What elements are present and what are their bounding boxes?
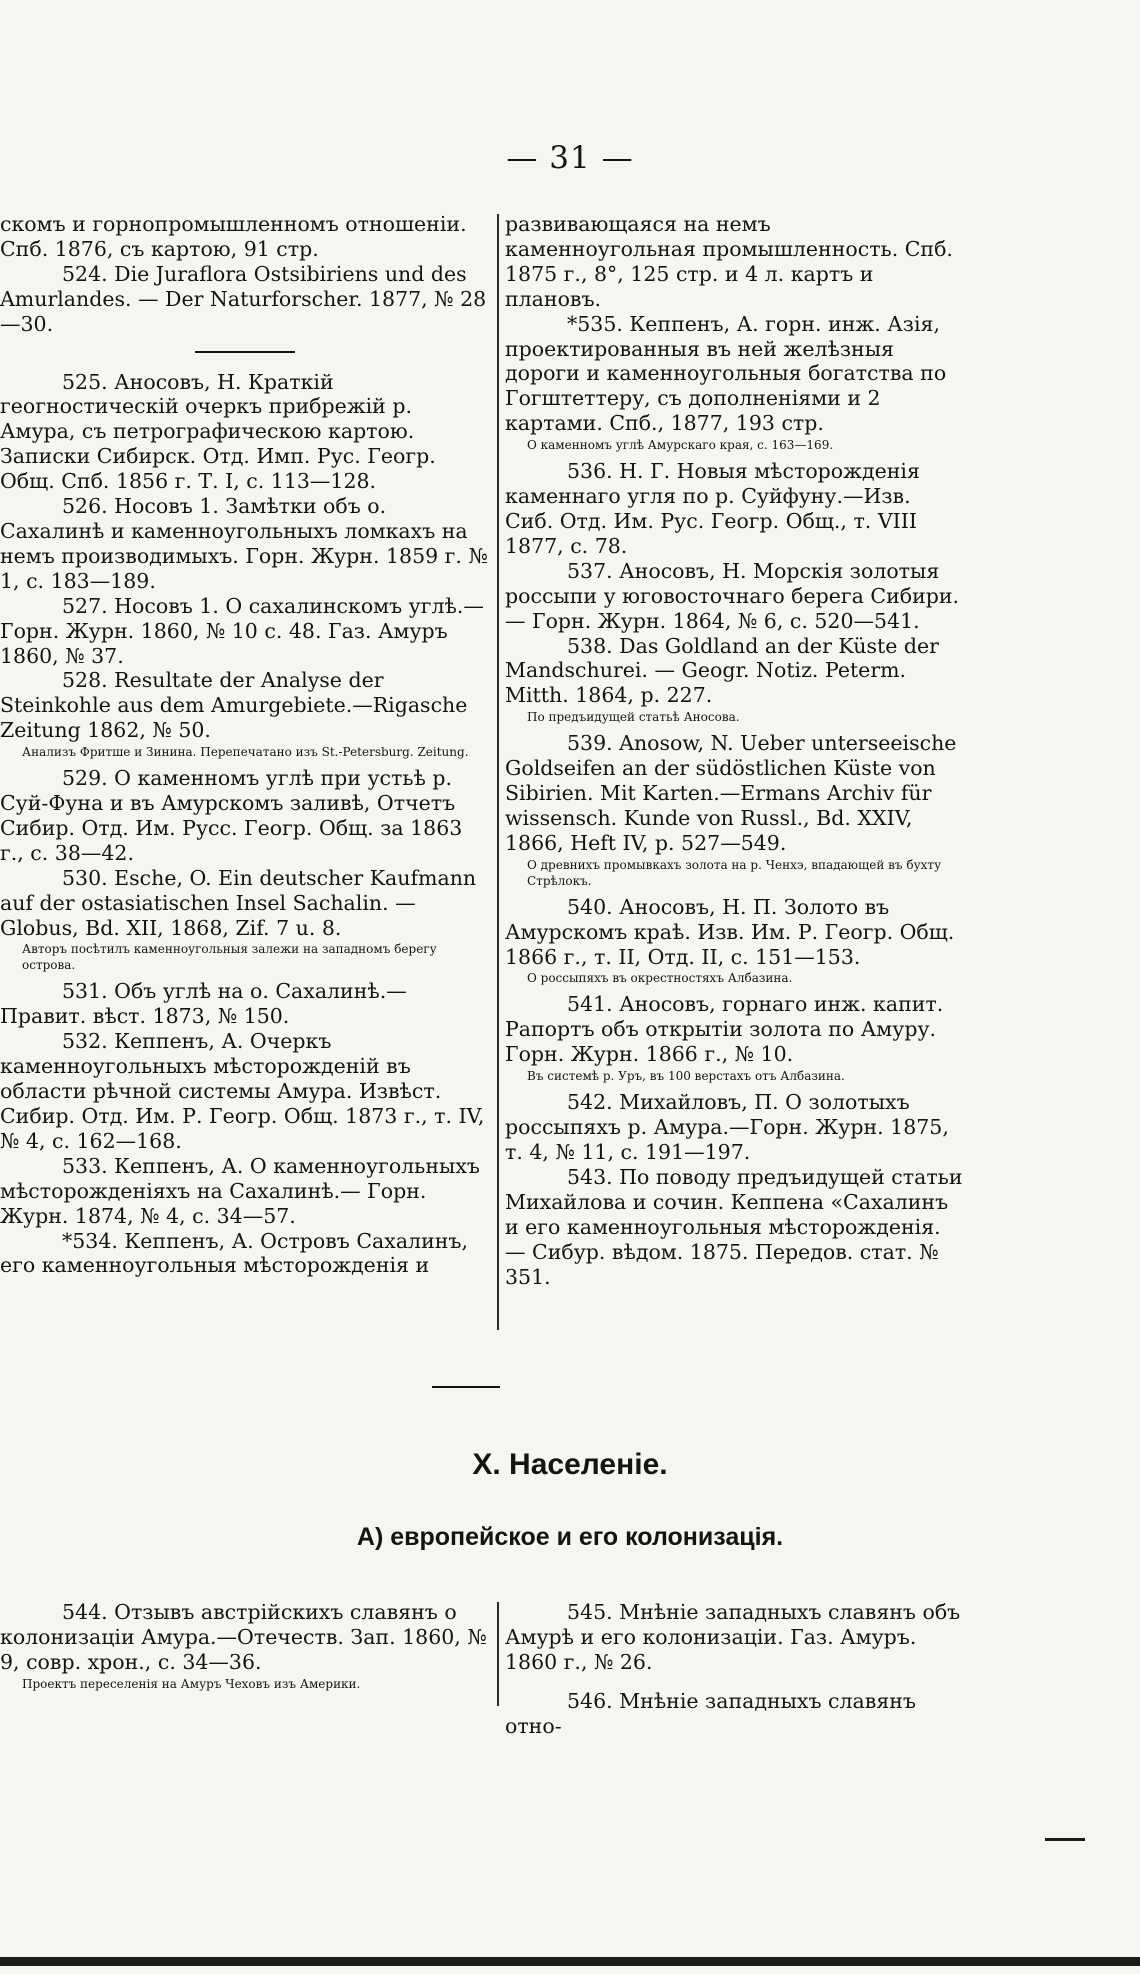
- entry-540: 540. Аносовъ, Н. П. Золото въ Амурскомъ краѣ. Изв. Им. Р. Геогр. Общ. 1866 г., т. II, Отд. II, с. 151—153.: [505, 894, 955, 969]
- entry-530: 530. Esche, O. Ein deutscher Kaufmann auf der ostasiatischen Insel Sachalin. — Globus, Bd. XII, 1868, Zif. 7 u. 8.: [0, 865, 477, 940]
- entry-530-note: Авторъ посѣтилъ каменноугольныя залежи на западномъ берегу острова.: [22, 942, 437, 973]
- entry-535-note: О каменномъ углѣ Амурскаго края, с. 163—169.: [527, 438, 834, 453]
- entry-533: 533. Кеппенъ, А. О каменноугольныхъ мѣсторожденіяхъ на Сахалинѣ.— Горн. Журн. 1874, № 4, с. 34—57.: [0, 1153, 480, 1228]
- page-number: — 31 —: [506, 140, 634, 176]
- entry-534-tail: развивающаяся на немъ каменноугольная промышленность. Спб. 1875 г., 8°, 125 стр. и 4 л. картъ и плановъ.: [505, 212, 953, 311]
- entry-523-tail: скомъ и горнопромышленномъ отношеніи. Спб. 1876, съ картою, 91 стр.: [0, 212, 467, 261]
- entry-538-note: По предъидущей статьѣ Аносова.: [527, 710, 740, 725]
- entry-524: 524. Die Juraflora Ostsibiriens und des Amurlandes. — Der Naturforscher. 1877, № 28—30.: [0, 261, 487, 336]
- section-title: X. Населеніе.: [472, 1448, 668, 1481]
- entry-529: 529. О каменномъ углѣ при устьѣ р. Суй-Фуна и въ Амурскомъ заливѣ, Отчетъ Сибир. Отд. Им. Русс. Геогр. Общ. за 1863 г., с. 38—42.: [0, 766, 463, 865]
- entry-531: 531. Объ углѣ на о. Сахалинѣ.—Правит. вѣст. 1873, № 150.: [0, 979, 407, 1029]
- entry-532: 532. Кеппенъ, А. Очеркъ каменноугольныхъ мѣсторожденій въ области рѣчной системы Амура. Извѣст. Сибир. Отд. Им. Р. Геогр. Общ. 1873 г., т. IV, № 4, с. 162—168.: [0, 1029, 485, 1153]
- column-divider-lower: [497, 1602, 499, 1706]
- entry-536: 536. Н. Г. Новыя мѣсторожденія каменнаго угля по р. Суйфуну.—Изв. Сиб. Отд. Им. Рус. Геогр. Общ., т. VIII 1877, с. 78.: [505, 459, 920, 558]
- entry-539: 539. Anosow, N. Ueber unterseeische Goldseifen an der südöstlichen Küste von Sibirien. Mit Karten.—Ermans Archiv für wissensch. Kunde von Russl., Bd. XXIV, 1866, Heft IV, p. 527—549.: [505, 731, 957, 855]
- entry-540-note: О россыпяхъ въ окрестностяхъ Албазина.: [527, 971, 793, 986]
- upper-right-column: [505, 212, 965, 1289]
- entry-537: 537. Аносовъ, Н. Морскія золотыя россыпи у юговосточнаго берега Сибири.— Горн. Журн. 1864, № 6, с. 520—541.: [505, 558, 960, 633]
- entry-535: *535. Кеппенъ, А. горн. инж. Азія, проектированныя въ ней желѣзныя дороги и каменноугольныя богатства по Гогштеттеру, съ дополненіями и 2 картами. Спб., 1877, 193 стр.: [505, 311, 947, 436]
- entry-541: 541. Аносовъ, горнаго инж. капит. Рапортъ объ открытіи золота по Амуру. Горн. Журн. 1866 г., № 10.: [505, 992, 944, 1067]
- entry-544: 544. Отзывъ австрійскихъ славянъ о колонизаціи Амура.—Отечеств. Зап. 1860, № 9, совр. хрон., с. 34—36.: [0, 1600, 487, 1674]
- subsection-title: A) европейское и его колонизація.: [356, 1523, 784, 1551]
- column-divider: [497, 214, 499, 1330]
- entry-543: 543. По поводу предъидущей статьи Михайлова и сочин. Кеппена «Сахалинъ и его каменноугольныя мѣсторожденія. — Сибур. вѣдом. 1875. Передов. стат. № 351.: [505, 1164, 963, 1289]
- upper-left-column: [0, 212, 490, 1278]
- entry-544-note: Проектъ переселенія на Амуръ Чеховъ изъ Америки.: [22, 1676, 361, 1691]
- entry-534: *534. Кеппенъ, А. Островъ Сахалинъ, его каменноугольныя мѣсторожденія и: [0, 1228, 468, 1278]
- entry-541-note: Въ системѣ р. Уръ, въ 100 верстахъ отъ Албазина.: [527, 1069, 845, 1084]
- scan-edge: [0, 1957, 1140, 1966]
- entry-528-note: Анализъ Фритше и Зинина. Перепечатано изъ St.-Petersburg. Zeitung.: [22, 745, 469, 760]
- section-divider: [432, 1386, 500, 1388]
- entry-539-note: О древнихъ промывкахъ золота на р. Ченхэ, впадающей въ бухту Стрѣлокъ.: [527, 857, 942, 888]
- entry-525: 525. Аносовъ, Н. Краткій геогностическій очеркъ прибрежій р. Амура, съ петрографическою картою. Записки Сибирск. Отд. Имп. Рус. Геогр. Общ. Спб. 1856 г. Т. I, с. 113—128.: [0, 369, 436, 494]
- entry-527: 527. Носовъ 1. О сахалинскомъ углѣ.— Горн. Журн. 1860, № 10 с. 48. Газ. Амуръ 1860, № 37.: [0, 593, 484, 668]
- lower-left-column: [0, 1600, 490, 1698]
- entry-528: 528. Resultate der Analyse der Steinkohle aus dem Amurgebiete.—Rigasche Zeitung 1862, № 50.: [0, 668, 468, 743]
- lower-right-column: [505, 1600, 965, 1739]
- entry-542: 542. Михайловъ, П. О золотыхъ россыпяхъ р. Амура.—Горн. Журн. 1875, т. 4, № 11, с. 191—197.: [505, 1090, 949, 1164]
- entry-538: 538. Das Goldland an der Küste der Mandschurei. — Geogr. Notiz. Peterm. Mitth. 1864, p. 227.: [505, 633, 939, 708]
- entry-526: 526. Носовъ 1. Замѣтки объ о. Сахалинѣ и каменноугольныхъ ломкахъ на немъ производимыхъ. Горн. Журн. 1859 г. № 1, с. 183—189.: [0, 494, 488, 593]
- entry-separator: [195, 351, 295, 353]
- entry-546: 546. Мнѣніе западныхъ славянъ отно-: [505, 1688, 916, 1738]
- entry-545: 545. Мнѣніе западныхъ славянъ объ Амурѣ и его колонизаціи. Газ. Амуръ. 1860 г., № 26.: [505, 1600, 961, 1674]
- margin-mark: [1045, 1838, 1085, 1841]
